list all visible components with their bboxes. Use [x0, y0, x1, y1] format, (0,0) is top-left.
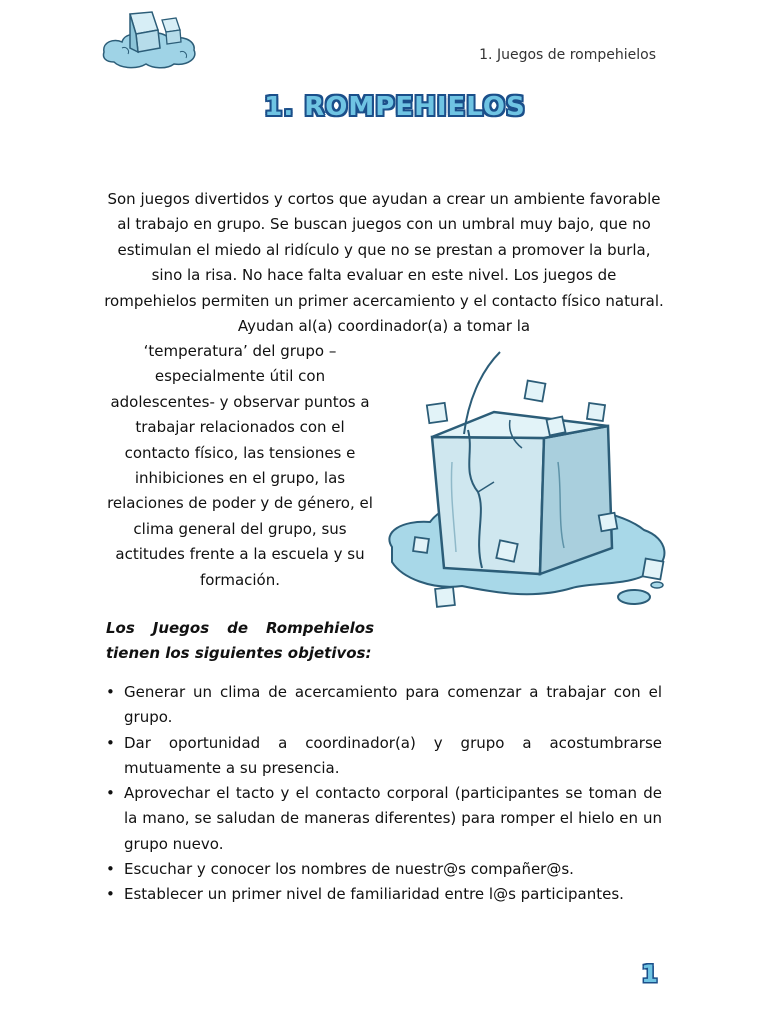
bullet-icon: •	[106, 784, 115, 803]
page-title: 1. ROMPEHIELOS	[264, 92, 526, 122]
list-item: • Escuchar y conocer los nombres de nuestr@s compañer@s.	[106, 857, 662, 882]
melting-ice-logo-icon	[100, 8, 200, 70]
bullet-icon: •	[106, 860, 115, 879]
list-item: • Aprovechar el tacto y el contacto corporal (participantes se toman de la mano, se saludan de maneras diferentes) para romper el hielo en un grupo nuevo.	[106, 781, 662, 857]
objectives-list	[106, 680, 662, 908]
intro-paragraph-continued: ‘temperatura’ del grupo – especialmente útil con adolescentes- y observar puntos a trabajar relacionados con el contacto físico, las tensiones e inhibiciones en el grupo, las relaciones de poder y de género, el clima general del grupo, sus actitudes frente a la escuela y su formación.	[107, 342, 373, 589]
objectives-heading	[106, 616, 374, 666]
bullet-icon: •	[106, 885, 115, 904]
bullet-icon: •	[106, 683, 115, 701]
list-item: • Generar un clima de acercamiento para comenzar a trabajar con el grupo.	[106, 680, 662, 731]
objectives-heading-line1: Los Juegos de Rompehielos	[106, 619, 374, 637]
list-item: • Dar oportunidad a coordinador(a) y grupo a acostumbrarse mutuamente a su presencia.	[106, 731, 662, 782]
objectives-heading-line2: tienen los siguientes objetivos:	[106, 644, 372, 662]
bullet-icon: •	[106, 733, 115, 752]
page-number: 1	[641, 960, 658, 988]
intro-paragraph: Son juegos divertidos y cortos que ayudan a crear un ambiente favorable al trabajo en grupo. Se buscan juegos con un umbral muy bajo, que no estimulan el miedo al ridículo y que no se prestan a promover la burla, sino la risa. No hace falta evaluar en este nivel. Los juegos de rompehielos permiten un primer acercamiento y el contacto físico natural. Ayudan al(a) coordinador(a) a tomar la	[104, 190, 664, 336]
melting-ice-cube-icon	[382, 342, 672, 622]
running-header: 1. Juegos de rompehielos	[479, 47, 656, 63]
list-item: • Establecer un primer nivel de familiaridad entre l@s participantes.	[106, 882, 662, 907]
